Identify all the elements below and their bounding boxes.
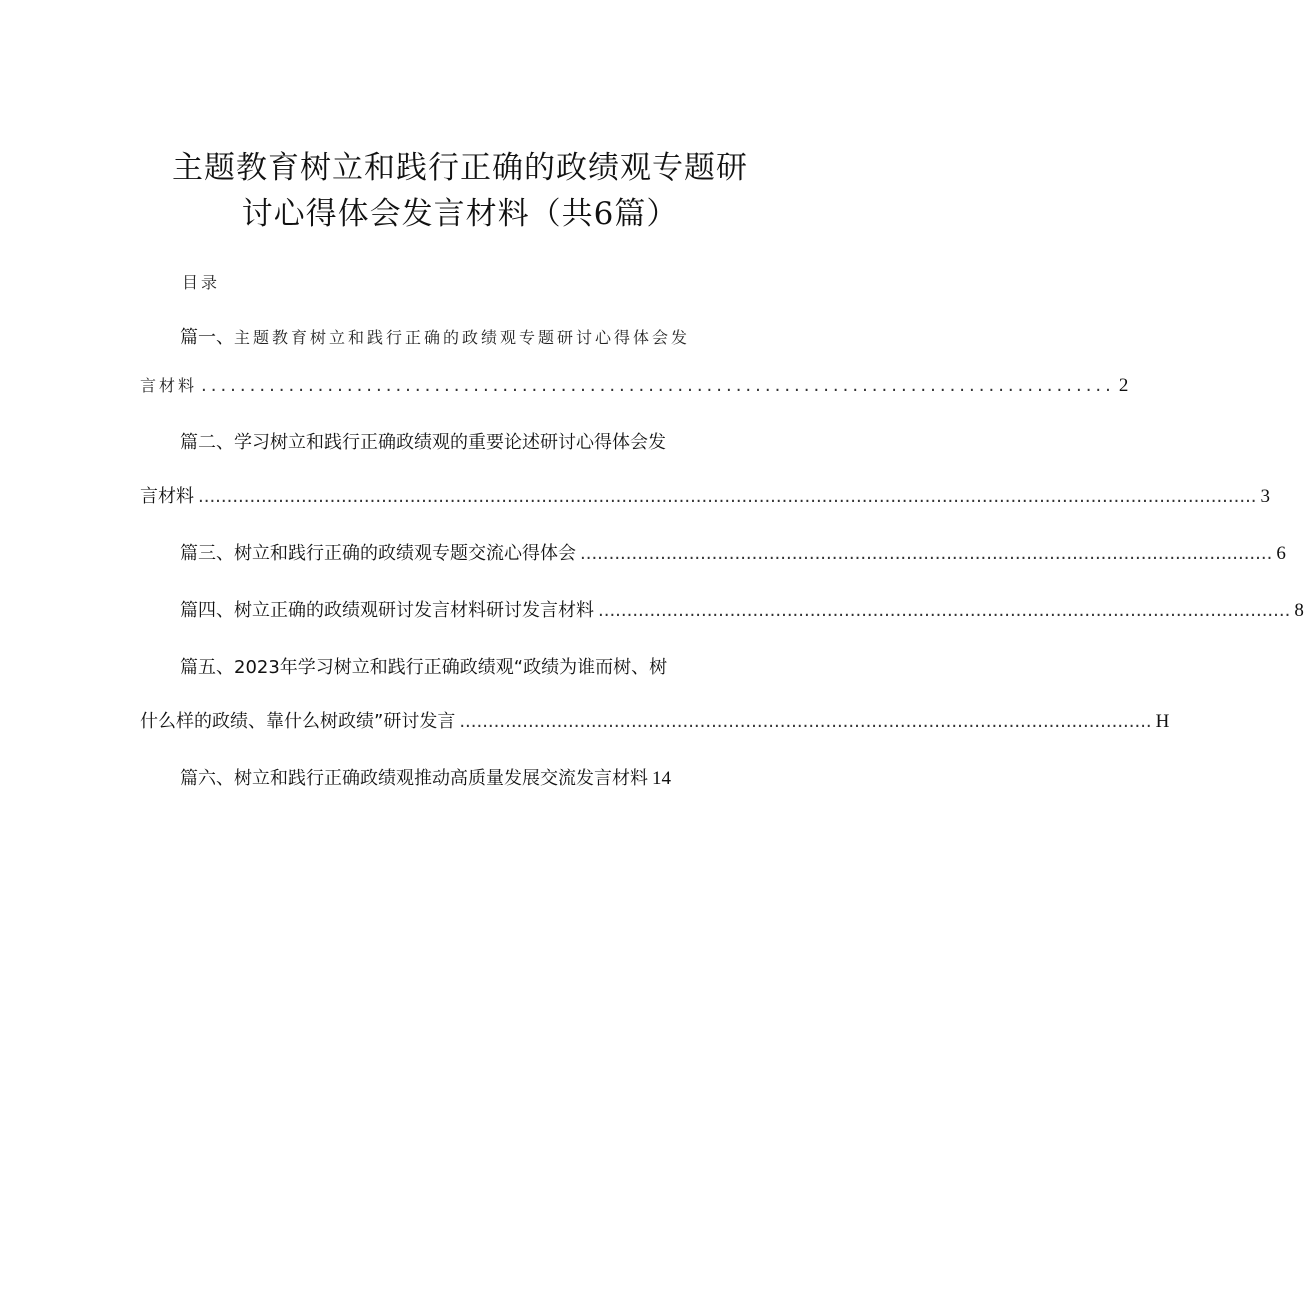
toc-entry-2-line-2[interactable] bbox=[140, 482, 1271, 508]
toc-entry-3[interactable] bbox=[180, 539, 1286, 565]
toc-entry-6-page: 14 bbox=[652, 768, 671, 789]
toc-entry-2-line-1[interactable] bbox=[180, 428, 666, 454]
toc-entry-6[interactable] bbox=[180, 764, 671, 790]
toc-entry-2-text: 篇二、学习树立和践行正确政绩观的重要论述研讨心得体会发 bbox=[180, 432, 666, 453]
toc-entry-2-text-cont: 言材料 bbox=[140, 486, 194, 507]
toc-entry-2-page: 3 bbox=[1260, 486, 1271, 507]
toc-entry-5-line-1[interactable] bbox=[180, 653, 667, 679]
toc-entry-1-text-cont: 言材料 bbox=[140, 376, 198, 395]
toc-entry-5-line-2[interactable] bbox=[140, 707, 1170, 733]
toc-entry-5-page: H bbox=[1155, 711, 1170, 732]
toc-entry-1-text: 主题教育树立和践行正确的政绩观专题研讨心得体会发 bbox=[234, 328, 691, 347]
toc-heading: 目录 bbox=[182, 273, 221, 292]
toc-leader-dots: .............................................................................................. bbox=[201, 375, 1115, 396]
toc-entry-1-line-1[interactable] bbox=[180, 323, 690, 349]
toc-entry-1-prefix: 篇一、 bbox=[180, 327, 234, 348]
toc-entry-4-text: 篇四、树立正确的政绩观研讨发言材料研讨发言材料 bbox=[180, 600, 594, 621]
toc-leader-dots: ......................................................................................................................... bbox=[598, 600, 1291, 621]
toc-entry-3-page: 6 bbox=[1276, 543, 1286, 564]
toc-entry-4[interactable] bbox=[180, 596, 1304, 622]
toc-entry-6-text: 篇六、树立和践行正确政绩观推动高质量发展交流发言材料 bbox=[180, 768, 648, 789]
toc-entry-5-text: 篇五、2023年学习树立和践行正确政绩观“政绩为谁而树、树 bbox=[180, 657, 668, 678]
toc-entry-1-page: 2 bbox=[1118, 375, 1129, 396]
toc-leader-dots: ......................................................................................................................................................................................... bbox=[198, 486, 1257, 507]
toc-entry-1-line-2[interactable] bbox=[140, 373, 1129, 397]
toc-leader-dots: ......................................................................................................................... bbox=[459, 711, 1152, 732]
toc-entry-5-text-cont: 什么样的政绩、靠什么树政绩”研讨发言 bbox=[140, 711, 456, 732]
document-title-line-1: 主题教育树立和践行正确的政绩观专题研 bbox=[172, 150, 748, 186]
document-title-line-2: 讨心得体会发言材料（共6篇） bbox=[241, 196, 679, 232]
toc-leader-dots: ......................................................................................................................... bbox=[580, 543, 1273, 564]
toc-entry-3-text: 篇三、树立和践行正确的政绩观专题交流心得体会 bbox=[180, 543, 576, 564]
toc-entry-4-page: 8 bbox=[1294, 600, 1304, 621]
